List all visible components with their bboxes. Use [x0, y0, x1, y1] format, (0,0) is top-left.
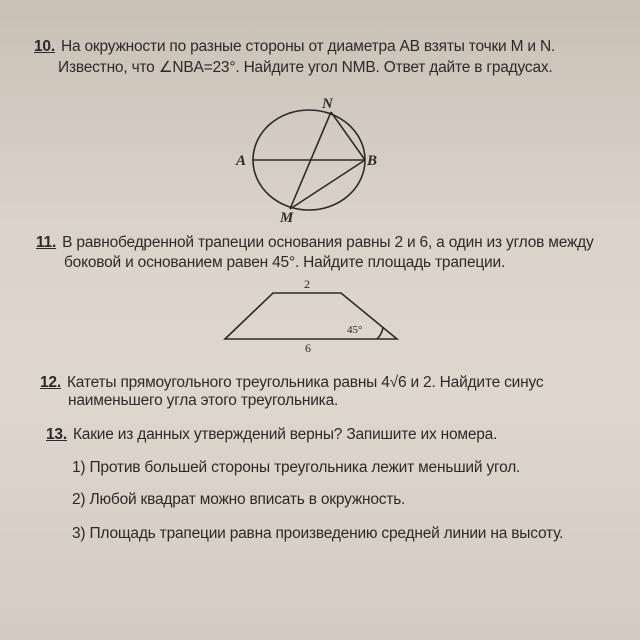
label-b: B	[367, 153, 378, 169]
angle-arc	[377, 327, 383, 339]
chord-nb	[331, 112, 365, 160]
chord-mb	[290, 160, 365, 209]
problem-13-number: 13.	[46, 426, 67, 443]
statement-1: 1) Против большей стороны треугольника лежит меньший угол.	[72, 459, 521, 476]
trapezoid	[225, 293, 397, 339]
problem-11-text-2: боковой и основанием равен 45°. Найдите площадь трапеции.	[64, 254, 506, 271]
top-base-label: 2	[304, 277, 310, 291]
problem-10-line-1	[34, 38, 555, 56]
chord-nm	[290, 112, 331, 209]
statement-3: 3) Площадь трапеции равна произведению средней линии на высоту.	[72, 525, 564, 542]
bottom-base-label: 6	[305, 341, 311, 355]
problem-10-text-1: На окружности по разные стороны от диаметра AB взяты точки M и N.	[60, 38, 556, 55]
statement-2: 2) Любой квадрат можно вписать в окружность.	[72, 491, 406, 508]
label-m: M	[280, 210, 294, 226]
angle-label: 45°	[347, 324, 363, 336]
problem-11-text-1: В равнобедренной трапеции основания равны 2 и 6, а один из углов между	[62, 234, 594, 251]
problem-12-text-2: наименьшего угла этого треугольника.	[68, 392, 339, 409]
label-n: N	[322, 96, 333, 112]
circle	[253, 110, 365, 210]
problem-10-text-2: Известно, что ∠NBA=23°. Найдите угол NMB. Ответ дайте в градусах.	[58, 59, 553, 76]
problem-11-number: 11.	[36, 234, 57, 251]
problem-12-text-1: Катеты прямоугольного треугольника равны 4√6 и 2. Найдите синус	[66, 374, 544, 391]
label-a: A	[236, 153, 247, 169]
problem-10-number: 10.	[34, 38, 55, 55]
problem-13-text-1: Какие из данных утверждений верны? Запишите их номера.	[72, 426, 498, 443]
problem-12-line-1	[40, 374, 543, 392]
problem-13-line-1	[46, 426, 497, 444]
problem-12-number: 12.	[40, 374, 61, 391]
problem-11-line-1	[36, 234, 594, 252]
